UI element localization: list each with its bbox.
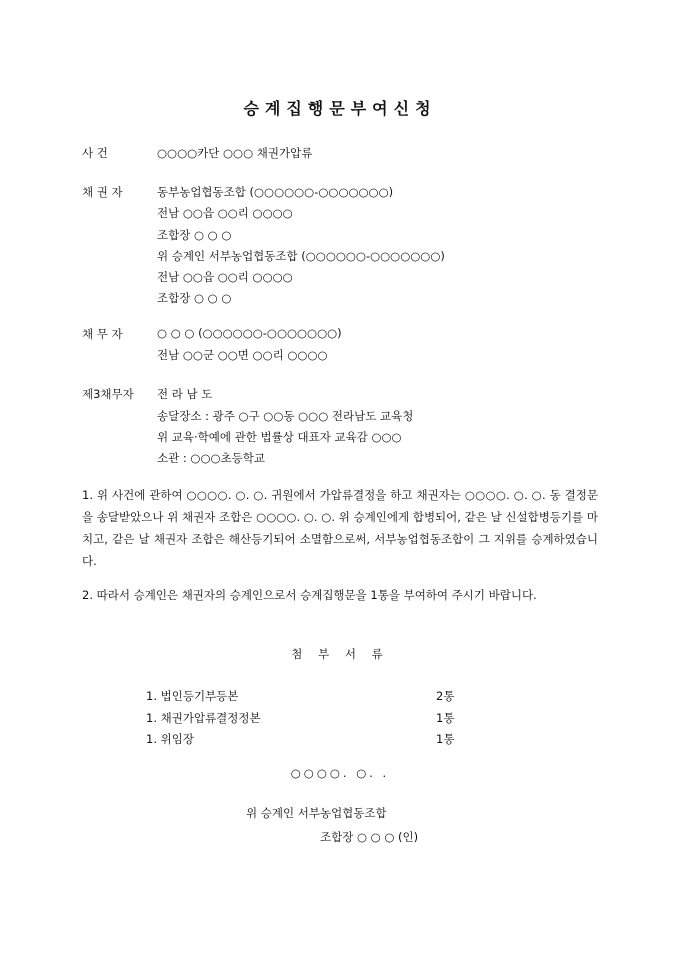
attachment-item-qty: 1통	[436, 711, 455, 725]
debtor-line: ○ ○ ○ (○○○○○○-○○○○○○○)	[157, 326, 342, 340]
case-label: 사 건	[82, 146, 108, 160]
document-title: 승계집행문부여신청	[243, 99, 437, 118]
attachments-title: 첨 부 서 류	[291, 647, 389, 661]
creditor-line: 전남 ○○읍 ○○리 ○○○○	[157, 270, 293, 284]
creditor-label: 채 권 자	[82, 185, 123, 199]
creditor-line: 동부농업협동조합 (○○○○○○-○○○○○○○)	[157, 185, 394, 199]
attachment-item-name: 1. 위임장	[146, 732, 194, 746]
creditor-line: 전남 ○○읍 ○○리 ○○○○	[157, 206, 293, 220]
attachment-item-qty: 1통	[436, 732, 455, 746]
creditor-line: 위 승계인 서부농업협동조합 (○○○○○○-○○○○○○○)	[157, 249, 445, 263]
case-value: ○○○○카단 ○○○ 채권가압류	[157, 146, 313, 160]
signature-representative: 조합장 ○ ○ ○ (인)	[320, 830, 419, 844]
third-debtor-line: 위 교육·학예에 관한 법률상 대표자 교육감 ○○○	[157, 430, 402, 444]
attachment-item-qty: 2통	[436, 689, 455, 703]
third-debtor-line: 송달장소 : 광주 ○구 ○○동 ○○○ 전라남도 교육청	[157, 409, 414, 423]
document-date: ○○○○. ○. .	[290, 766, 390, 780]
body-paragraph-2: 2. 따라서 승계인은 채권자의 승계인으로서 승계집행문을 1통을 부여하여 주시기 바랍니다.	[82, 588, 537, 602]
creditor-line: 조합장 ○ ○ ○	[157, 228, 232, 242]
attachment-item-name: 1. 법인등기부등본	[146, 689, 239, 703]
debtor-label: 채 무 자	[82, 327, 123, 341]
body-paragraph-1: 1. 위 사건에 관하여 ○○○○. ○. ○. 귀원에서 가압류결정을 하고 채권자는 ○○○○. ○. ○. 동 결정문을 송달받았으나 위 채권자 조합은 ○○○○. ○. ○. 위 승계인에게 합병되어, 같은 날 신설합병등기를 마치고, 같은 날 채권자 조합은 해산등기되어 소멸함으로써, 서부농업협동조합이 그 지위를 승계하였습니다.	[82, 488, 598, 568]
third-debtor-line: 전 라 남 도	[157, 387, 213, 401]
creditor-line: 조합장 ○ ○ ○	[157, 291, 232, 305]
debtor-line: 전남 ○○군 ○○면 ○○리 ○○○○	[157, 348, 328, 362]
third-debtor-line: 소관 : ○○○초등학교	[157, 451, 265, 465]
attachment-item-name: 1. 채권가압류결정정본	[146, 711, 261, 725]
third-debtor-label: 제3채무자	[82, 387, 134, 401]
signature-applicant: 위 승계인 서부농업협동조합	[246, 806, 387, 820]
